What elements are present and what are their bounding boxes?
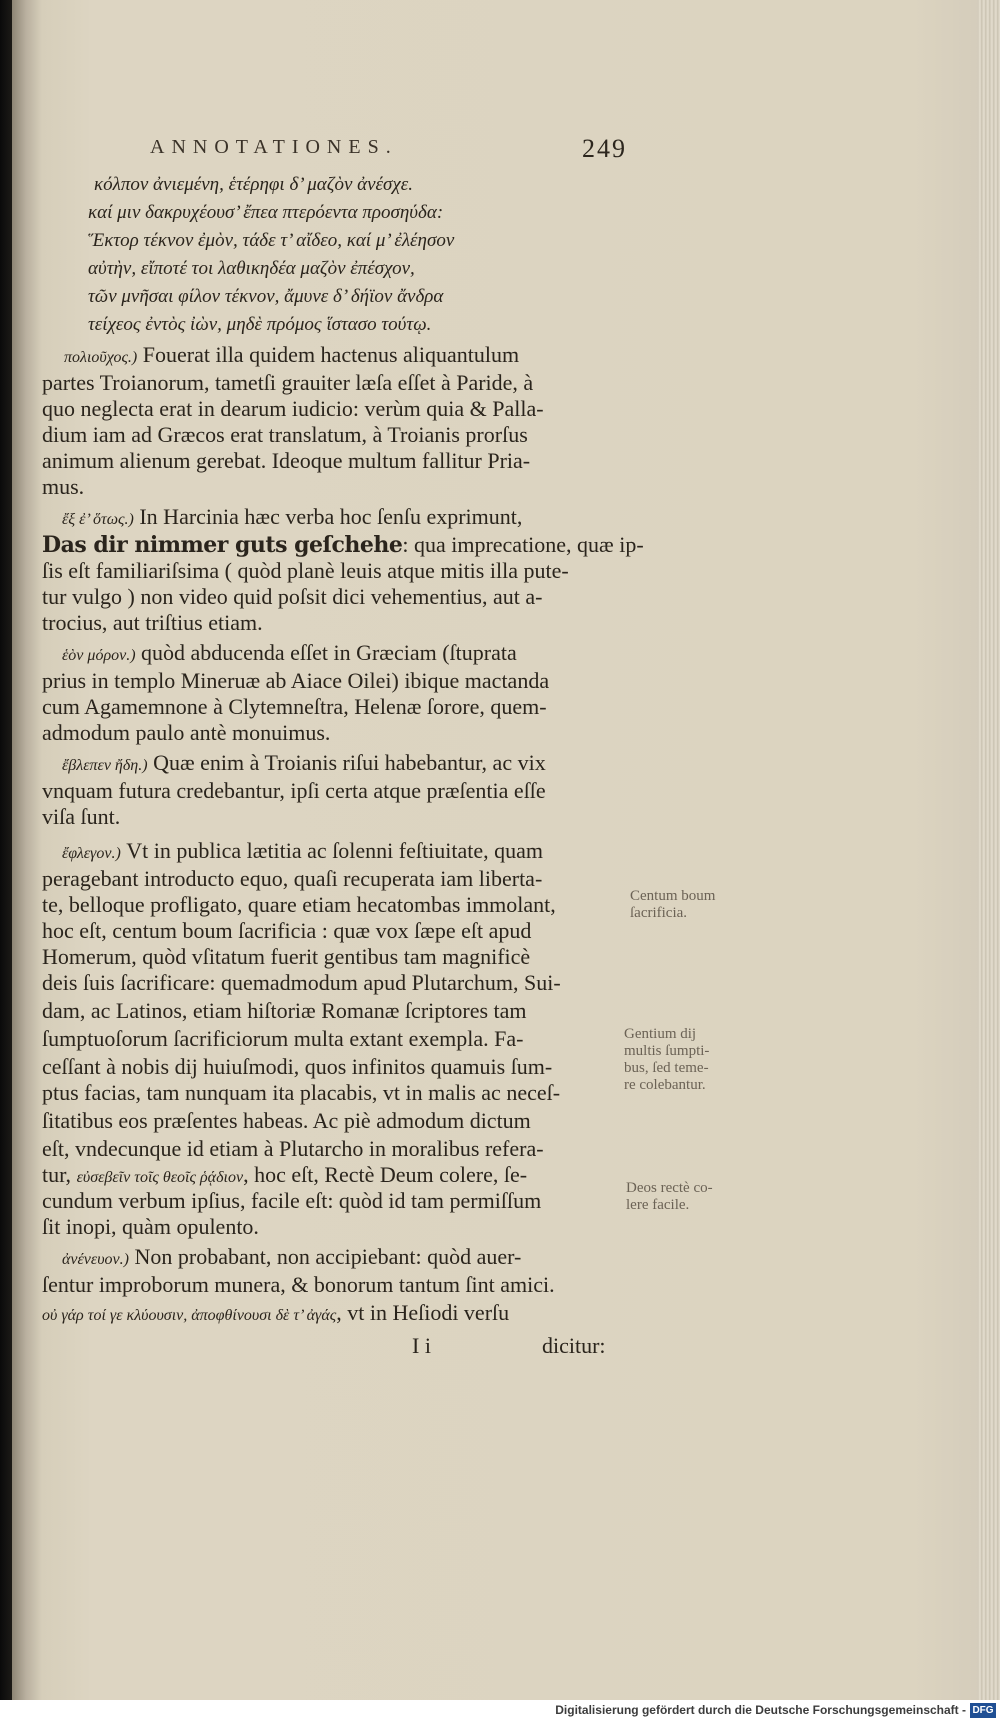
paragraph-line: mus. xyxy=(42,474,85,499)
paragraph-line: dium iam ad Græcos erat translatum, à Troianis prorſus xyxy=(42,422,528,447)
paragraph-line: vnquam futura credebantur, ipſi certa atque præſentia eſſe xyxy=(42,778,546,803)
paragraph-line: ſumptuoſorum ſacrificiorum multa extant exempla. Fa- xyxy=(42,1026,524,1051)
greek-verse-line: αὐτὴν, εἴποτέ τοι λαθικηδέα μαζὸν ἐπέσχον, xyxy=(88,258,415,279)
catchword: dicitur: xyxy=(542,1333,606,1358)
margin-note: Centum boum ſacrificia. xyxy=(630,888,716,921)
paragraph-text: In Harcinia hæc verba hoc ſenſu exprimunt, xyxy=(139,504,523,529)
book-page xyxy=(12,0,1000,1700)
page-edges xyxy=(978,0,1000,1700)
paragraph-line: quo neglecta erat in dearum iudicio: verùm quia & Palla- xyxy=(42,396,544,421)
book-gutter-shadow xyxy=(0,0,12,1721)
lemma: πολιοῦχος.) xyxy=(64,349,138,366)
greek-verse-line: τείχεος ἐντὸς ἰὼν, μηδὲ πρόμος ἵστασο τούτῳ. xyxy=(88,314,432,335)
paragraph-text: Vt in publica lætitia ac ſolenni feſtiuitate, quam xyxy=(126,838,543,863)
greek-phrase: εὐσεβεῖν τοῖς θεοῖς ῥᾴδιον xyxy=(76,1169,244,1186)
digitization-footer xyxy=(0,1700,1000,1721)
paragraph-text: Fouerat illa quidem hactenus aliquantulum xyxy=(142,342,520,367)
german-blackletter-phrase: Das dir nimmer guts geſchehe xyxy=(42,532,403,558)
signature-mark: I i xyxy=(412,1333,431,1358)
paragraph-line: dam, ac Latinos, etiam hiſtoriæ Romanæ ſcriptores tam xyxy=(42,998,527,1023)
paragraph-line xyxy=(62,504,522,533)
paragraph-line: tur vulgo ) non video quid poſsit dici vehementius, aut a- xyxy=(42,584,543,609)
paragraph-line: cundum verbum ipſius, facile eſt: quòd id tam permiſſum xyxy=(42,1188,542,1213)
dfg-logo: DFG xyxy=(970,1703,996,1718)
paragraph-line: ceſſant à nobis dij huiuſmodi, quos infinitos quamuis ſum- xyxy=(42,1054,553,1079)
paragraph-text: Non probabant, non accipiebant: quòd auer- xyxy=(134,1244,522,1269)
paragraph-line: viſa ſunt. xyxy=(42,804,121,829)
paragraph-line xyxy=(62,640,517,669)
paragraph-line: deis ſuis ſacrificare: quemadmodum apud Plutarchum, Sui- xyxy=(42,970,561,995)
paragraph-text: , hoc eſt, Rectè Deum colere, ſe- xyxy=(243,1162,528,1187)
lemma: ἀνένευον.) xyxy=(62,1251,129,1268)
greek-verse-line: Ἕκτορ τέκνον ἐμὸν, τάδε τ’ αἴδεο, καί μ’ ἐλέησον xyxy=(88,230,455,251)
paragraph-line: admodum paulo antè monuimus. xyxy=(42,720,331,745)
paragraph-line: hoc eſt, centum boum ſacrificia : quæ vox ſæpe eſt apud xyxy=(42,918,532,943)
paragraph-line xyxy=(42,1162,527,1191)
paragraph-line xyxy=(62,838,543,867)
paragraph-line: partes Troianorum, tametſi grauiter læſa eſſet à Paride, à xyxy=(42,370,534,395)
paragraph-text: , vt in Heſiodi verſu xyxy=(336,1300,510,1325)
paragraph-line: eſt, vndecunque id etiam à Plutarcho in moralibus refera- xyxy=(42,1136,544,1161)
paragraph-text: : qua imprecatione, quæ ip- xyxy=(402,532,644,557)
paragraph-line: trocius, aut triſtius etiam. xyxy=(42,610,263,635)
lemma: ἑὸν μόρον.) xyxy=(62,647,136,664)
paragraph-line: ſit inopi, quàm opulento. xyxy=(42,1214,259,1239)
paragraph-line: ſis eſt familiariſsima ( quòd planè leuis atque mitis illa pute- xyxy=(42,558,569,583)
paragraph-line: ſitatibus eos præſentes habeas. Ac piè admodum dictum xyxy=(42,1108,531,1133)
paragraph-text: tur, xyxy=(42,1162,72,1187)
paragraph-line: peragebant introducto equo, quaſi recuperata iam liberta- xyxy=(42,866,543,891)
lemma: ἔβλεπεν ἤδη.) xyxy=(62,757,148,774)
greek-verse-line: τῶν μνῆσαι φίλον τέκνον, ἄμυνε δ’ δήϊον ἄνδρα xyxy=(88,286,444,307)
paragraph-line xyxy=(62,750,546,779)
lemma: ἔξ ἐ’ ὅτως.) xyxy=(62,511,134,528)
paragraph-line: animum alienum gerebat. Ideoque multum fallitur Pria- xyxy=(42,448,531,473)
paragraph-line: te, belloque profligato, quare etiam hecatombas immolant, xyxy=(42,892,556,917)
paragraph-line: ptus facias, tam nunquam ita placabis, vt in malis ac neceſ- xyxy=(42,1080,561,1105)
page-number: 249 xyxy=(582,134,627,163)
margin-note: Gentium dij multis ſumpti- bus, ſed teme- re colebantur. xyxy=(624,1026,710,1093)
paragraph-line: cum Agamemnone à Clytemneſtra, Helenæ ſorore, quem- xyxy=(42,694,547,719)
paragraph-line xyxy=(42,1300,509,1329)
paragraph-line: prius in templo Mineruæ ab Aiace Oilei) ibique mactanda xyxy=(42,668,550,693)
paragraph-line xyxy=(42,532,644,558)
paragraph-line: ſentur improborum munera, & bonorum tantum ſint amici. xyxy=(42,1272,555,1297)
paragraph-line xyxy=(64,342,519,371)
paragraph-line: Homerum, quòd vſitatum fuerit gentibus tam magnificè xyxy=(42,944,531,969)
paragraph-line xyxy=(62,1244,521,1273)
funding-credit: Digitalisierung gefördert durch die Deutsche Forschungsgemeinschaft - xyxy=(555,1703,966,1717)
greek-phrase: οὐ γάρ τοί γε κλύουσιν, ἀποφθίνουσι δὲ τ’ ἀγάς xyxy=(42,1307,337,1324)
paragraph-text: Quæ enim à Troianis riſui habebantur, ac vix xyxy=(153,750,546,775)
lemma: ἔφλεγον.) xyxy=(62,845,121,862)
running-title: ANNOTATIONES. xyxy=(150,136,398,158)
paragraph-text: quòd abducenda eſſet in Græciam (ſtuprata xyxy=(141,640,517,665)
margin-note: Deos rectè co- lere facile. xyxy=(626,1180,713,1213)
greek-verse-line: κόλπον ἀνιεμένη, ἑτέρηφι δ’ μαζὸν ἀνέσχε. xyxy=(94,174,414,195)
greek-verse-line: καί μιν δακρυχέουσ’ ἔπεα πτερόεντα προσηύδα: xyxy=(88,202,444,223)
